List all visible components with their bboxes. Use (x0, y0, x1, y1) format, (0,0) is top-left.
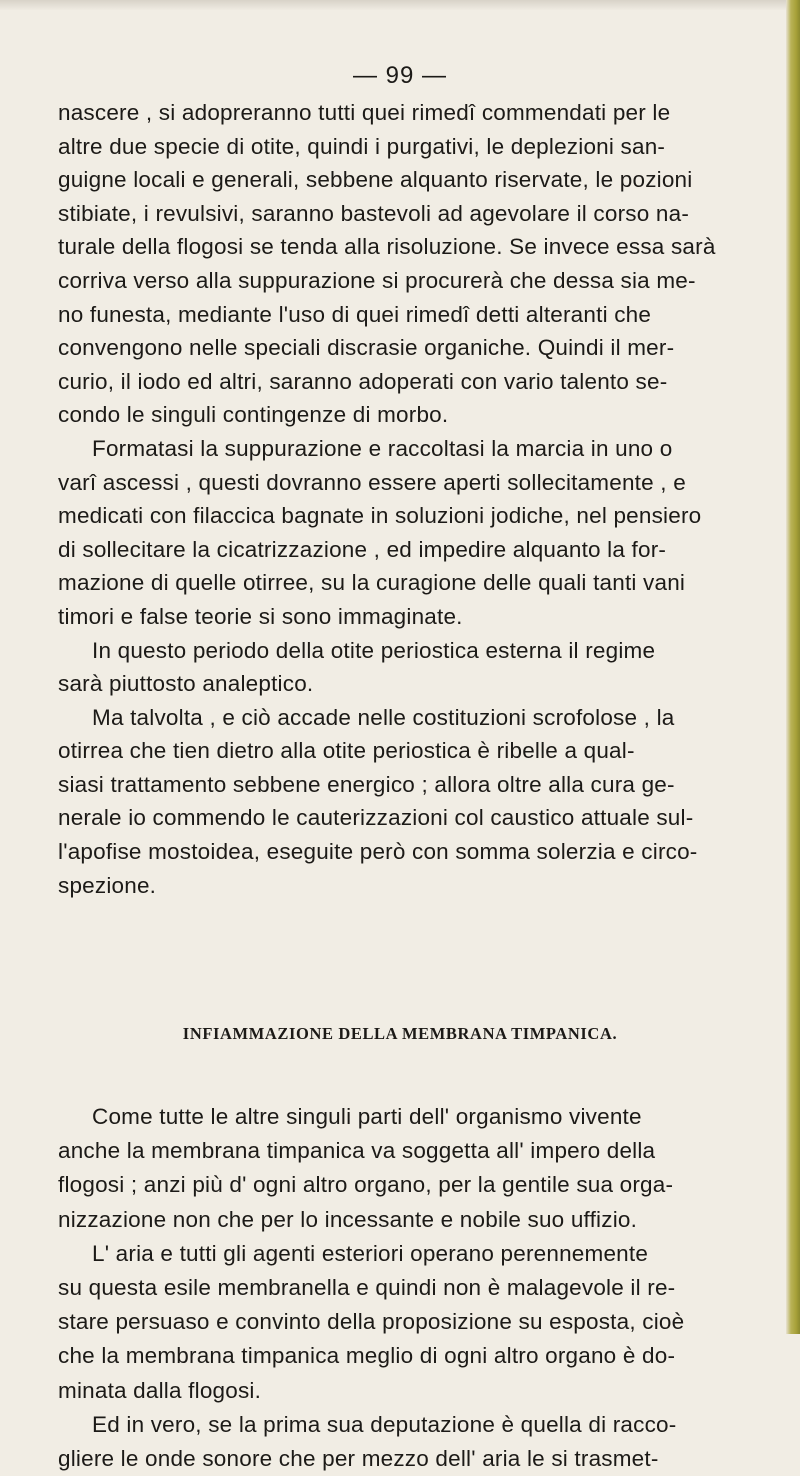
text-line: sarà piuttosto analeptico. (58, 671, 314, 697)
text-line: nerale io commendo le cauterizzazioni col caustico attuale sul- (58, 805, 694, 831)
text-line: flogosi ; anzi più d' ogni altro organo, per la gentile sua orga- (58, 1172, 674, 1198)
page-number: — 99 — (352, 62, 448, 89)
text-line: convengono nelle speciali discrasie organiche. Quindi il mer- (58, 335, 675, 361)
text-line: gliere le onde sonore che per mezzo dell' aria le si trasmet- (58, 1445, 659, 1471)
text-line: turale della flogosi se tenda alla risoluzione. Se invece essa sarà (58, 234, 716, 260)
text-line: Ed in vero, se la prima sua deputazione è quella di racco- (92, 1411, 677, 1437)
text-line: mazione di quelle otirree, su la curagione delle quali tanti vani (58, 570, 686, 596)
text-line: altre due specie di otite, quindi i purgativi, le deplezioni san- (58, 133, 666, 159)
text-line: anche la membrana timpanica va soggetta all' impero della (58, 1138, 656, 1164)
text-line: varî ascessi , questi dovranno essere aperti sollecitamente , e (58, 469, 686, 495)
text-line: nascere , si adopreranno tutti quei rimedî commendati per le (58, 100, 671, 125)
text-line: timori e false teorie si sono immaginate. (58, 603, 463, 629)
text-line: Ma talvolta , e ciò accade nelle costituzioni scrofolose , la (92, 704, 675, 730)
text-line: l'apofise mostoidea, eseguite però con somma solerzia e circo- (58, 839, 698, 865)
text-line: guigne locali e generali, sebbene alquanto riservate, le pozioni (58, 167, 693, 193)
body-text-lower (58, 1100, 778, 1476)
book-spine-edge (786, 0, 800, 1334)
text-line: corriva verso alla suppurazione si procurerà che dessa sia me- (58, 267, 696, 293)
text-line: stare persuaso e convinto della proposizione su esposta, cioè (58, 1309, 685, 1335)
text-line: Formatasi la suppurazione e raccoltasi la marcia in uno o (92, 435, 673, 461)
section-heading: INFIAMMAZIONE DELLA MEMBRANA TIMPANICA. (182, 1024, 618, 1043)
text-line: In questo periodo della otite periostica esterna il regime (92, 637, 656, 663)
text-line: curio, il iodo ed altri, saranno adoperati con vario talento se- (58, 368, 668, 394)
text-line: nizzazione non che per lo incessante e nobile suo uffizio. (58, 1206, 638, 1232)
text-line: no funesta, mediante l'uso di quei rimedî detti alteranti che (58, 301, 652, 327)
text-line: che la membrana timpanica meglio di ogni altro organo è do- (58, 1343, 676, 1369)
text-line: di sollecitare la cicatrizzazione , ed impedire alquanto la for- (58, 536, 667, 562)
text-line: L' aria e tutti gli agenti esteriori operano perennemente (92, 1240, 649, 1266)
text-line: stibiate, i revulsivi, saranno bastevoli ad agevolare il corso na- (58, 200, 690, 226)
text-line: condo le singuli contingenze di morbo. (58, 402, 449, 428)
page-top-edge (0, 0, 800, 10)
text-line: minata dalla flogosi. (58, 1377, 262, 1403)
text-line: otirrea che tien dietro alla otite periostica è ribelle a qual- (58, 738, 635, 764)
text-line: Come tutte le altre singuli parti dell' organismo vivente (92, 1104, 642, 1129)
text-line: spezione. (58, 872, 157, 898)
text-line: siasi trattamento sebbene energico ; allora oltre alla cura ge- (58, 771, 675, 797)
body-text-upper (58, 96, 778, 902)
text-line: medicati con filaccica bagnate in soluzioni jodiche, nel pensiero (58, 503, 702, 529)
text-line: su questa esile membranella e quindi non è malagevole il re- (58, 1274, 676, 1300)
